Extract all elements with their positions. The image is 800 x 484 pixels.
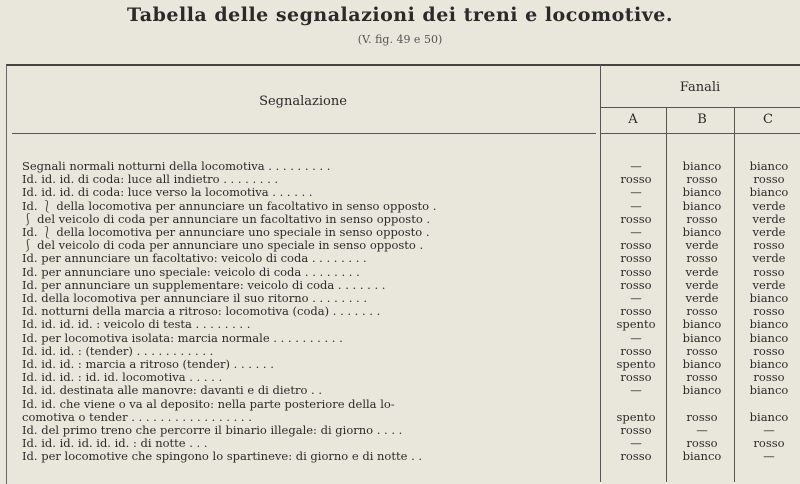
light-c-value: — — [763, 449, 775, 464]
table-row — [0, 437, 800, 450]
signal-description: Id. id. id. di coda: luce verso la locomotiva . . . . . . — [22, 186, 313, 200]
light-c-value: bianco — [749, 409, 789, 424]
signal-description: Id. per annunciare uno speciale: veicolo di coda . . . . . . . . — [22, 265, 360, 279]
light-c-value: verde — [752, 198, 786, 213]
light-c-value: bianco — [749, 317, 789, 332]
light-b-value: bianco — [682, 449, 722, 464]
light-b-value: rosso — [686, 211, 718, 226]
light-b-value: bianco — [682, 225, 722, 239]
light-b-value: verde — [685, 238, 719, 253]
light-b-value: rosso — [686, 343, 718, 358]
page-subtitle: (V. fig. 49 e 50) — [357, 33, 443, 46]
table-row — [0, 213, 800, 226]
light-c-value: bianco — [749, 185, 789, 200]
light-a-value: — — [630, 198, 642, 213]
signal-description: ⎰ del veicolo di coda per annunciare uno speciale in senso opposto . — [22, 239, 424, 253]
table-row — [0, 450, 800, 463]
signal-description: Id. notturni della marcia a ritroso: locomotiva (coda) . . . . . . . — [22, 305, 381, 319]
table-row — [0, 173, 800, 186]
signal-description: Id. id. che viene o va al deposito: nella parte posteriore della lo- — [22, 397, 395, 411]
light-c-value: rosso — [753, 304, 785, 319]
signal-description: Id. ⎱ della locomotiva per annunciare uno speciale in senso opposto . — [22, 226, 430, 239]
signal-column-header: Segnalazione — [259, 94, 347, 109]
light-b-value: bianco — [682, 159, 722, 173]
table-row — [0, 200, 800, 213]
light-b-value: rosso — [686, 370, 718, 385]
light-b-value: bianco — [682, 357, 722, 371]
signal-description: Id. id. id. : marcia a ritroso (tender) . . . . . . — [22, 358, 274, 371]
light-b-value: rosso — [686, 251, 718, 266]
light-a-value: rosso — [620, 449, 652, 464]
signal-description: Id. ⎱ della locomotiva per annunciare un facoltativo in senso opposto . — [22, 199, 437, 213]
light-b-value: verde — [685, 264, 719, 279]
signal-description: ⎰ del veicolo di coda per annunciare un facoltativo in senso opposto . — [22, 212, 431, 226]
signal-description: Id. del primo treno che percorre il binario illegale: di giorno . . . . — [22, 424, 403, 437]
light-a-value: rosso — [620, 304, 652, 319]
signal-description: comotiva o tender . . . . . . . . . . . . . . . . . — [22, 410, 252, 424]
light-a-value: — — [630, 383, 642, 398]
table-row — [0, 384, 800, 397]
page-title: Tabella delle segnalazioni dei treni e locomotive. — [126, 4, 673, 26]
signal-description: Id. id. id. : id. id. locomotiva . . . . . — [22, 371, 223, 385]
light-b-value: verde — [685, 277, 719, 292]
light-a-value: — — [630, 225, 642, 239]
signal-description: Id. id. destinata alle manovre: davanti e di dietro . . — [22, 384, 323, 398]
light-c-value: bianco — [749, 159, 789, 173]
light-a-value: rosso — [620, 251, 652, 266]
signal-description: Id. id. id. di coda: luce all indietro . . . . . . . . — [22, 173, 279, 187]
table-row — [0, 358, 800, 371]
table-row — [0, 398, 800, 411]
signal-description: Id. della locomotiva per annunciare il suo ritorno . . . . . . . . — [22, 292, 368, 305]
light-c-value: verde — [752, 251, 786, 266]
light-a-value: rosso — [620, 238, 652, 253]
light-a-value: rosso — [620, 172, 652, 187]
light-a-value: spento — [616, 317, 656, 332]
signal-description: Id. per annunciare un supplementare: veicolo di coda . . . . . . . — [22, 278, 386, 292]
light-b-value: rosso — [686, 409, 718, 424]
light-c-header: C — [763, 112, 773, 127]
table-row — [0, 411, 800, 424]
light-c-value: rosso — [753, 370, 785, 385]
signal-description: Id. per locomotiva isolata: marcia normale . . . . . . . . . . — [22, 331, 343, 345]
light-c-value: rosso — [753, 238, 785, 253]
light-a-value: rosso — [620, 370, 652, 385]
light-c-value: rosso — [753, 172, 785, 187]
lights-subheader-rule — [600, 107, 800, 108]
light-b-value: bianco — [682, 198, 722, 213]
signal-description: Id. id. id. id. id. id. : di notte . . . — [22, 437, 208, 451]
table-row — [0, 305, 800, 318]
table-row — [0, 279, 800, 292]
table-row — [0, 318, 800, 331]
light-a-value: — — [630, 291, 642, 305]
light-c-value: verde — [752, 277, 786, 292]
light-b-value: bianco — [682, 383, 722, 398]
signal-description: Id. id. id. : (tender) . . . . . . . . . . . — [22, 344, 214, 358]
light-c-value: bianco — [749, 357, 789, 371]
light-a-value: — — [630, 436, 642, 451]
table-row — [0, 186, 800, 199]
light-c-value: rosso — [753, 264, 785, 279]
light-b-value: rosso — [686, 304, 718, 319]
light-a-value: rosso — [620, 423, 652, 437]
light-b-value: rosso — [686, 436, 718, 451]
table-row — [0, 226, 800, 239]
light-c-value: rosso — [753, 436, 785, 451]
light-b-value: — — [696, 423, 708, 437]
light-b-value: bianco — [682, 185, 722, 200]
signal-description: Id. id. id. id. : veicolo di testa . . . . . . . . — [22, 318, 251, 332]
light-c-value: bianco — [749, 330, 789, 345]
light-a-value: spento — [616, 357, 656, 371]
table-row — [0, 332, 800, 345]
light-b-value: bianco — [682, 330, 722, 345]
light-b-value: bianco — [682, 317, 722, 332]
light-a-value: — — [630, 185, 642, 200]
signal-description: Segnali normali notturni della locomotiva . . . . . . . . . — [22, 160, 331, 173]
signal-description: Id. per locomotive che spingono lo spartineve: di giorno e di notte . . — [22, 450, 423, 464]
light-c-value: verde — [752, 211, 786, 226]
light-a-header: A — [628, 112, 638, 127]
light-c-value: bianco — [749, 383, 789, 398]
signal-description: Id. per annunciare un facoltativo: veicolo di coda . . . . . . . . — [22, 252, 367, 266]
table-row — [0, 266, 800, 279]
light-c-value: — — [763, 423, 775, 437]
light-a-value: rosso — [620, 264, 652, 279]
light-a-value: spento — [616, 409, 656, 424]
light-a-value: rosso — [620, 343, 652, 358]
light-b-value: verde — [685, 291, 719, 305]
light-b-value: rosso — [686, 172, 718, 187]
signal-header-rule — [12, 133, 596, 134]
table-row — [0, 160, 800, 173]
lights-column-header: Fanali — [679, 80, 721, 95]
light-c-value: verde — [752, 225, 786, 239]
light-a-value: rosso — [620, 277, 652, 292]
table-row — [0, 292, 800, 305]
light-a-value: — — [630, 330, 642, 345]
light-a-value: — — [630, 159, 642, 173]
table-row — [0, 239, 800, 252]
lights-header-rule — [600, 133, 800, 134]
table-row — [0, 252, 800, 265]
light-a-value: rosso — [620, 211, 652, 226]
light-c-value: bianco — [749, 291, 789, 305]
light-b-header: B — [697, 112, 707, 127]
table-row — [0, 371, 800, 384]
table-row — [0, 424, 800, 437]
table-row — [0, 345, 800, 358]
light-c-value: rosso — [753, 343, 785, 358]
